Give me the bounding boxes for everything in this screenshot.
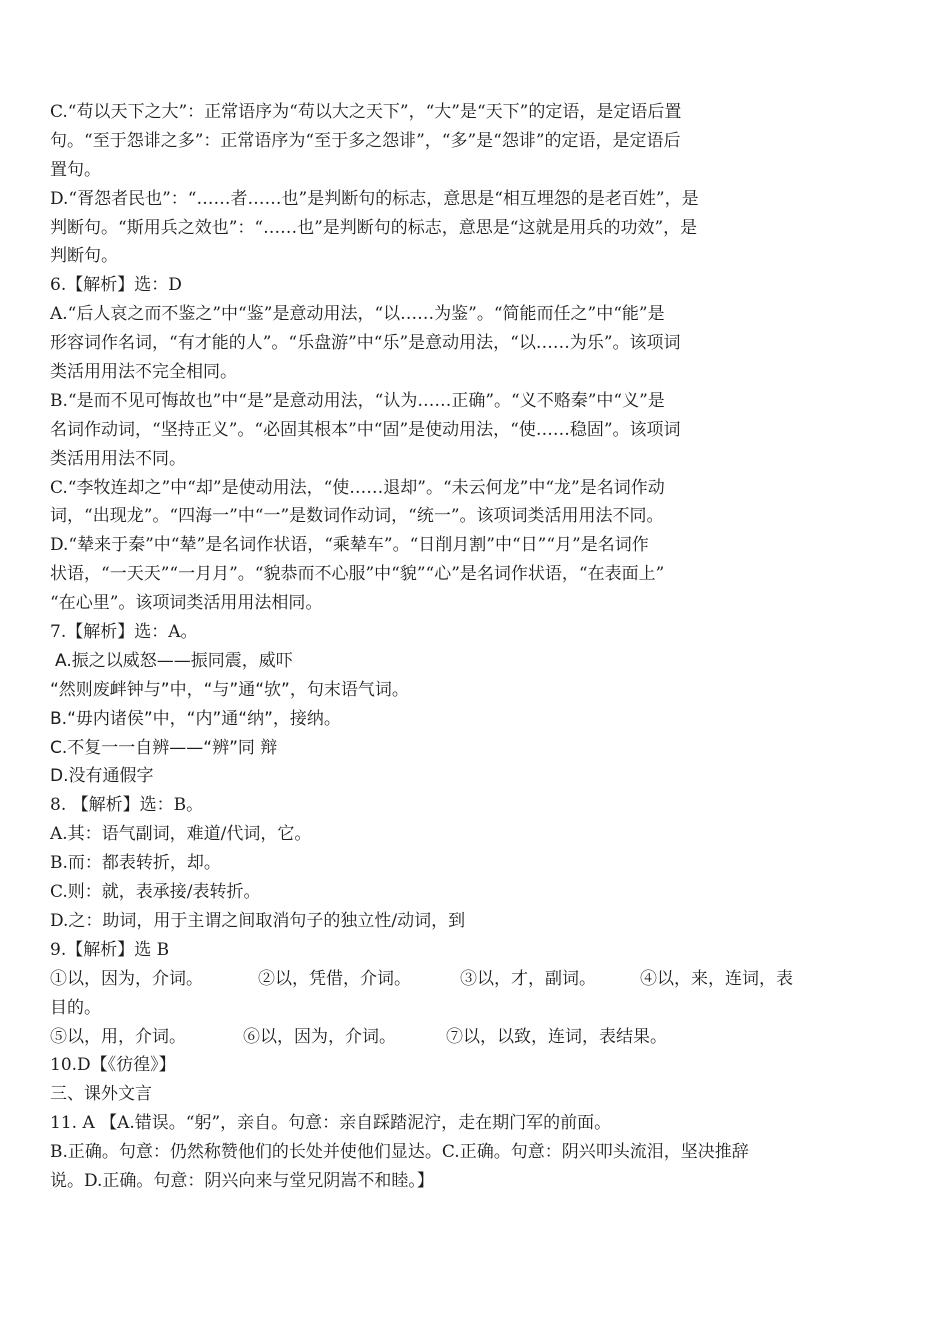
question-6-heading: 6.【解析】选：D <box>50 275 182 296</box>
question-9-items-row-1 <box>50 965 815 994</box>
text-line: 类活用用法不完全相同。 <box>50 362 237 383</box>
text-line: C.则：就，表承接/表转折。 <box>50 882 261 903</box>
text-line: 目的。 <box>50 997 101 1018</box>
list-item: ①以，因为，介词。 <box>50 968 203 989</box>
text-line: C.“李牧连却之”中“却”是使动用法，“使……退却”。“未云何龙”中“龙”是名词作动 <box>50 477 665 498</box>
text-line: B.而：都表转折，却。 <box>50 853 221 874</box>
text-line: B.“毋内诸侯”中，“内”通“纳”，接纳。 <box>50 708 341 729</box>
text-line: “然则废衅钟与”中，“与”通“欤”，句末语气词。 <box>50 679 409 700</box>
question-7-heading: 7.【解析】选：A。 <box>50 622 198 643</box>
question-10-answer: 10.D【《彷徨》】 <box>50 1055 176 1076</box>
text-line: “在心里”。该项词类活用用法相同。 <box>50 593 323 614</box>
text-line: A.“后人哀之而不鉴之”中“鉴”是意动用法，“以……为鉴”。“简能而任之”中“能”是 <box>50 304 665 325</box>
text-line: D.“胥怨者民也”：“……者……也”是判断句的标志，意思是“相互埋怨的是老百姓”，是 <box>50 188 699 209</box>
text-line: 判断句。 <box>50 246 118 267</box>
text-line: B.正确。句意：仍然称赞他们的长处并使他们显达。C.正确。句意：阴兴叩头流泪，坚决推辞 <box>50 1142 749 1163</box>
text-line: 词，“出现龙”。“四海一”中“一”是数词作动词，“统一”。该项词类活用用法不同。 <box>50 506 664 527</box>
text-line: A.振之以威怒——振同震，威吓 <box>55 650 293 671</box>
question-9-heading: 9.【解析】选 B <box>50 939 170 960</box>
text-line: B.“是而不见可悔故也”中“是”是意动用法，“认为……正确”。“义不赂秦”中“义”是 <box>50 390 665 411</box>
question-11-heading: 11. A 【A.错误。“躬”，亲自。句意：亲自踩踏泥泞，走在期门军的前面。 <box>50 1113 612 1134</box>
text-line: A.其：语气副词，难道/代词，它。 <box>50 824 312 845</box>
text-line: 名词作动词，“坚持正义”。“必固其根本”中“固”是使动用法，“使……稳固”。该项词 <box>50 419 681 440</box>
text-line: D.“辇来于秦”中“辇”是名词作状语，“乘辇车”。“日削月割”中“日”“月”是名词作 <box>50 535 649 556</box>
question-8-heading: 8. 【解析】选：B。 <box>50 795 204 816</box>
text-line: 形容词作名词，“有才能的人”。“乐盘游”中“乐”是意动用法，“以……为乐”。该项词 <box>50 333 681 354</box>
list-item: ②以，凭借，介词。 <box>258 968 411 989</box>
text-line: 判断句。“斯用兵之效也”：“……也”是判断句的标志，意思是“这就是用兵的功效”，是 <box>50 217 698 238</box>
text-line: C.不复一一自辨——“辨”同 辩 <box>50 737 278 758</box>
list-item: ⑤以，用，介词。 <box>50 1026 186 1047</box>
text-line: 说。D.正确。句意：阴兴向来与堂兄阴嵩不和睦。】 <box>50 1170 434 1191</box>
text-line: 置句。 <box>50 159 101 180</box>
text-line: 类活用用法不同。 <box>50 448 186 469</box>
list-item: ④以，来，连词，表 <box>640 968 793 989</box>
list-item: ⑦以，以致，连词，表结果。 <box>446 1026 667 1047</box>
section-heading: 三、课外文言 <box>50 1084 152 1105</box>
list-item: ⑥以，因为，介词。 <box>243 1026 396 1047</box>
text-line: D.没有通假字 <box>50 766 154 787</box>
list-item: ③以，才，副词。 <box>460 968 596 989</box>
text-line: D.之：助词，用于主谓之间取消句子的独立性/动词，到 <box>50 910 466 931</box>
question-9-items-row-2 <box>50 1023 815 1052</box>
answer-text-block <box>50 98 815 1196</box>
text-line: C.“苟以天下之大”：正常语序为“苟以大之天下”，“大”是“天下”的定语，是定语后置 <box>50 102 682 122</box>
text-line: 状语，“一天天”“一月月”。“貌恭而不心服”中“貌”“心”是名词作状语，“在表面上” <box>50 564 665 585</box>
text-line: 句。“至于怨诽之多”：正常语序为“至于多之怨诽”，“多”是“怨诽”的定语，是定语后 <box>50 130 681 151</box>
